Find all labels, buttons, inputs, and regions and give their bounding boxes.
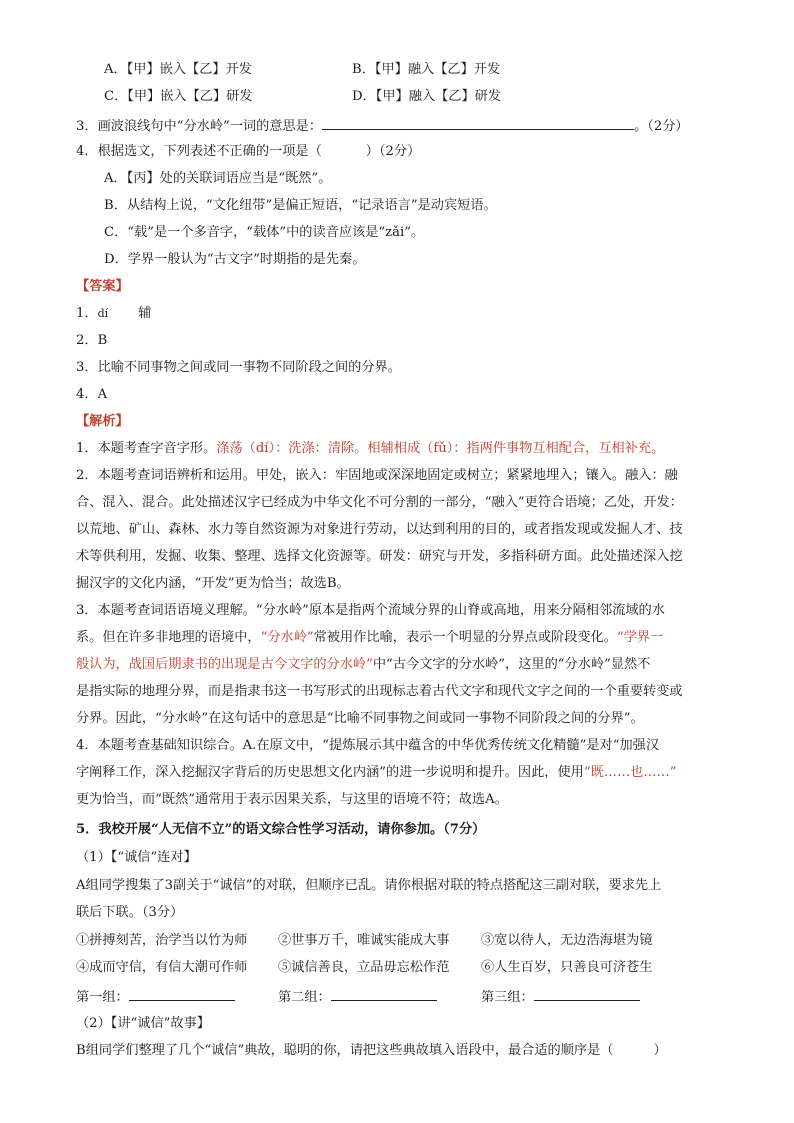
- group-3-blank[interactable]: [534, 986, 640, 1001]
- analysis-3-line-1: 3．本题考查词语语境义理解。“分水岭”原本是指两个流域分界的山脊或高地，用来分隔相邻流域的水: [76, 603, 665, 618]
- analysis-3-line-2-b: 常被用作比喻，表示一个明显的分界点或阶段变化。: [313, 630, 617, 645]
- answer-1-number: 1．: [76, 306, 98, 321]
- analysis-2-line-1: 2．本题考查词语辨析和运用。甲处，嵌入：牢固地或深深地固定或树立；紧紧地埋入；镶入。融入：融: [76, 468, 678, 483]
- analysis-2-line-2: 合、混入、混合。此处描述汉字已经成为中华文化不可分割的一部分，“融入”更符合语境；乙处，开发：: [76, 495, 683, 510]
- answer-4: 4．A: [76, 387, 108, 402]
- question-5-sub-1: （1）【“诚信”连对】: [76, 850, 197, 865]
- option-b: B．【甲】融入【乙】开发: [352, 62, 501, 77]
- option-c: C．【甲】嵌入【乙】研发: [104, 89, 253, 104]
- group-3-label: 第三组：: [481, 990, 534, 1005]
- analysis-3-line-3: [76, 655, 650, 675]
- analysis-4-line-3: 更为恰当，而“既然”通常用于表示因果关系，与这里的语境不符；故选A。: [76, 792, 508, 807]
- group-1-label: 第一组：: [76, 990, 129, 1005]
- couplet-2: ②世事万千，唯诚实能成大事: [278, 933, 450, 948]
- analysis-4-line-2: [76, 763, 676, 783]
- question-5-sub-2-line-1: [76, 1041, 667, 1061]
- answer-2: 2．B: [76, 333, 108, 348]
- analysis-2-line-3: 以荒地、矿山、森林、水力等自然资源为对象进行劳动，以达到利用的目的，或者指发现或发掘人才、技: [76, 522, 683, 537]
- answer-3: 3．比喻不同事物之间或同一事物不同阶段之间的分界。: [76, 360, 401, 375]
- analysis-heading: 【解析】: [76, 414, 129, 429]
- question-3-text: 3．画波浪线句中“分水岭”一词的意思是：: [76, 119, 323, 134]
- option-d: D．【甲】融入【乙】研发: [352, 89, 502, 104]
- analysis-1: [76, 439, 664, 459]
- analysis-3-line-3-red: 般认为，战国后期隶书的出现是古今文字的分水岭”: [76, 657, 373, 672]
- analysis-1-red-text: 涤荡（dí）：洗涤：清除。相辅相成（fǔ）：指两件事物互相配合，互相补充。: [216, 441, 665, 456]
- answer-1-pinyin: dí: [97, 307, 109, 320]
- question-4-option-d: D．学界一般认为“古文字”时期指的是先秦。: [104, 252, 366, 267]
- question-3-tail: 。（2分）: [634, 119, 689, 134]
- couplet-4: ④成而守信，有信大潮可作师: [76, 960, 248, 975]
- question-4-stem: 4．根据选文，下列表述不正确的一项是（: [76, 144, 322, 159]
- analysis-2-line-5: 掘汉字的文化内涵，“开发”更为恰当；故选B。: [76, 576, 350, 591]
- group-2: [278, 986, 437, 1008]
- analysis-3-line-2-red-1: “分水岭”: [260, 630, 314, 645]
- analysis-3-line-2: [76, 628, 663, 648]
- group-1-blank[interactable]: [129, 986, 235, 1001]
- answer-1: [76, 304, 151, 324]
- option-a: A．【甲】嵌入【乙】开发: [104, 62, 252, 77]
- question-5-sub-2-tail: ）: [653, 1043, 667, 1058]
- couplet-6: ⑥人生百岁，只善良可济苍生: [481, 960, 653, 975]
- answer-heading: 【答案】: [76, 279, 129, 294]
- analysis-4-line-2-red: “既……也……”: [583, 765, 677, 780]
- analysis-3-line-4: 是指实际的地理分界，而是指隶书这一书写形式的出现标志着古代文字和现代文字之间的一个重要转变或: [76, 684, 683, 699]
- question-4: [76, 142, 420, 162]
- analysis-4-line-1: 4．本题考查基础知识综合。A.在原文中，“提炼展示其中蕴含的中华优秀传统文化精髓”是对“加强汉: [76, 738, 660, 753]
- question-4-option-a: A．【丙】处的关联词语应当是“既然”。: [104, 171, 332, 186]
- answer-1-word: 辅: [138, 306, 152, 321]
- couplet-3: ③宽以待人，无边浩海堪为镜: [481, 933, 653, 948]
- question-5-title: 5．我校开展“人无信不立”的语文综合性学习活动，请你参加。（7分）: [76, 822, 486, 837]
- question-3: [76, 115, 689, 137]
- analysis-2-line-4: 术等供利用，发掘、收集、整理、选择文化资源等。研发：研究与开发，多指科研方面。此处描述深入挖: [76, 549, 683, 564]
- couplet-5: ⑤诚信善良，立品毋忘松作范: [278, 960, 450, 975]
- analysis-4-line-2-a: 字阐释工作，深入挖掘汉字背后的历史思想文化内涵”的进一步说明和提升。因此，使用: [76, 765, 584, 780]
- analysis-1-lead: 1．本题考查字音字形。: [76, 441, 217, 456]
- question-4-option-c: C．“载”是一个多音字，“载体”中的读音应该是“zǎi”。: [104, 225, 425, 240]
- analysis-3-line-3-b: 中“古今文字的分水岭”，这里的“分水岭”显然不: [372, 657, 651, 672]
- question-5-sub-1-line-2: 联后下联。（3分）: [76, 905, 184, 920]
- group-2-label: 第二组：: [278, 990, 331, 1005]
- question-4-stem-tail: ）（2分）: [365, 144, 421, 159]
- analysis-3-line-5: 分界。因此，“分水岭”在这句话中的意思是“比喻不同事物之间或同一事物不同阶段之间的分界”。: [76, 711, 644, 726]
- question-4-option-b: B．从结构上说，“文化纽带”是偏正短语，“记录语言”是动宾短语。: [104, 198, 497, 213]
- question-5-sub-1-line-1: A组同学搜集了3副关于“诚信”的对联，但顺序已乱。请你根据对联的特点搭配这三副对联，要求先上: [76, 878, 662, 893]
- question-5-sub-2-text: B组同学们整理了几个“诚信”典故，聪明的你，请把这些典故填入语段中，最合适的顺序是（: [76, 1043, 614, 1058]
- group-1: [76, 986, 235, 1008]
- analysis-3-line-2-a: 系。但在许多非地理的语境中，: [76, 630, 261, 645]
- question-5-sub-2: （2）【讲“诚信”故事】: [76, 1016, 210, 1031]
- answer-blank[interactable]: [322, 115, 634, 130]
- group-3: [481, 986, 640, 1008]
- couplet-1: ①拼搏刻苦，治学当以竹为师: [76, 933, 248, 948]
- analysis-3-line-2-red-2: “学界一: [616, 630, 664, 645]
- group-2-blank[interactable]: [331, 986, 437, 1001]
